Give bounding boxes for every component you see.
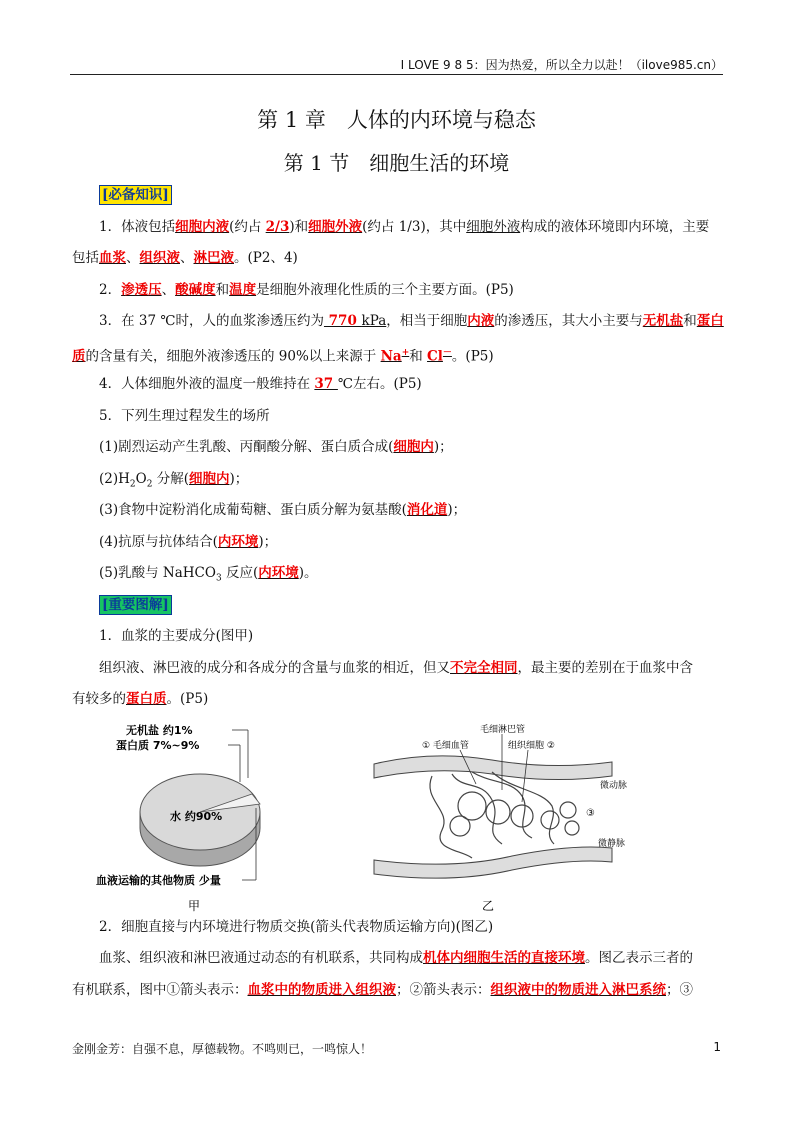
fig-a-label-other: 血液运输的其他物质 少量 (96, 873, 221, 887)
fig-b-caption: 乙 (482, 898, 495, 913)
figure-b-diagram (372, 720, 632, 916)
important-diagrams-tag: [重要图解] (99, 595, 172, 615)
diagram-para-3: 2．细胞直接与内环境进行物质交换(箭头代表物质运输方向)(图乙) (99, 918, 494, 935)
fig-a-label-protein: 蛋白质 7%~9% (116, 738, 200, 752)
fig-a-label-salt: 无机盐 约1% (126, 723, 193, 737)
figures-row (72, 720, 721, 916)
fig-b-label-3: ③ (586, 807, 595, 819)
para-3-line-1: 3．在 37 ℃时，人的血浆渗透压约为 770 kPa，相当于细胞内液的渗透压，其大小主要与无机盐和蛋白 (99, 313, 724, 329)
fig-a-center-label: 水 约90% (170, 809, 223, 823)
para-1-line-2: 包括血浆、组织液、淋巴液。(P2、4) (72, 250, 298, 266)
footer-motto: 金刚金芳：自强不息，厚德载物。不鸣则已，一鸣惊人！ (72, 1042, 373, 1056)
item-3: (3)食物中淀粉消化成葡萄糖、蛋白质分解为氨基酸(消化道)； (99, 502, 467, 518)
item-4: (4)抗原与抗体结合(内环境)； (99, 533, 278, 550)
para-4: 4．人体细胞外液的温度一般维持在 37 ℃左右。(P5) (99, 376, 422, 392)
page-footer (72, 1040, 721, 1057)
diagram-para-4-line-1: 血浆、组织液和淋巴液通过动态的有机联系，共同构成机体内细胞生活的直接环境。图乙表示三者的 (99, 950, 693, 966)
para-5: 5．下列生理过程发生的场所 (99, 407, 270, 424)
fig-b-arteriole-label: 微动脉 (600, 780, 628, 791)
fig-a-caption: 甲 (188, 898, 201, 913)
essential-knowledge-tag: [必备知识] (99, 185, 172, 205)
diagram-para-2-line-1: 组织液、淋巴液的成分和各成分的含量与血浆的相近，但又不完全相同，最主要的差别在于血浆中含 (99, 659, 693, 676)
page-number: 1 (713, 1040, 721, 1054)
fig-b-venule-label: 微静脉 (598, 838, 626, 849)
header-divider (70, 74, 723, 75)
section-title: 第 1 节 细胞生活的环境 (283, 151, 510, 175)
para-2: 2．渗透压、酸碱度和温度是细胞外液理化性质的三个主要方面。(P5) (99, 281, 514, 298)
figure-a-pie (92, 720, 312, 916)
page-header: I LOVE 9 8 5：因为热爱，所以全力以赴！（ilove985.cn） (400, 58, 723, 72)
diagram-para-2-line-2: 有较多的蛋白质。(P5) (72, 691, 209, 707)
diagram-para-1: 1．血浆的主要成分(图甲) (99, 628, 254, 644)
fig-b-cell-label: 组织细胞 ② (508, 740, 555, 751)
fig-b-lymph-label: 毛细淋巴管 (480, 724, 526, 735)
para-3-line-2: 质的含量有关，细胞外液渗透压的 90%以上来源于 Na+和 Cl－。(P5) (72, 347, 494, 364)
item-5: (5)乳酸与 NaHCO$_3$ 反应(内环境)。 (99, 565, 318, 584)
main-content (72, 184, 724, 1010)
diagram-para-4-line-2: 有机联系，图中①箭头表示：血浆中的物质进入组织液；②箭头表示：组织液中的物质进入淋巴系统；③ (72, 981, 693, 998)
chapter-title: 第 1 章 人体的内环境与稳态 (257, 108, 536, 132)
item-1: (1)剧烈运动产生乳酸、丙酮酸分解、蛋白质合成(细胞内)； (99, 439, 453, 455)
para-1-line-1: 1．体液包括细胞内液(约占 2/3)和细胞外液(约占 1/3)，其中细胞外液构成的液体环境即内环境，主要 (99, 218, 710, 235)
fig-b-capillary-label: ① 毛细血管 (422, 740, 469, 751)
item-2: $(2)H_2O_2$ 分解(细胞内)； (99, 470, 249, 490)
